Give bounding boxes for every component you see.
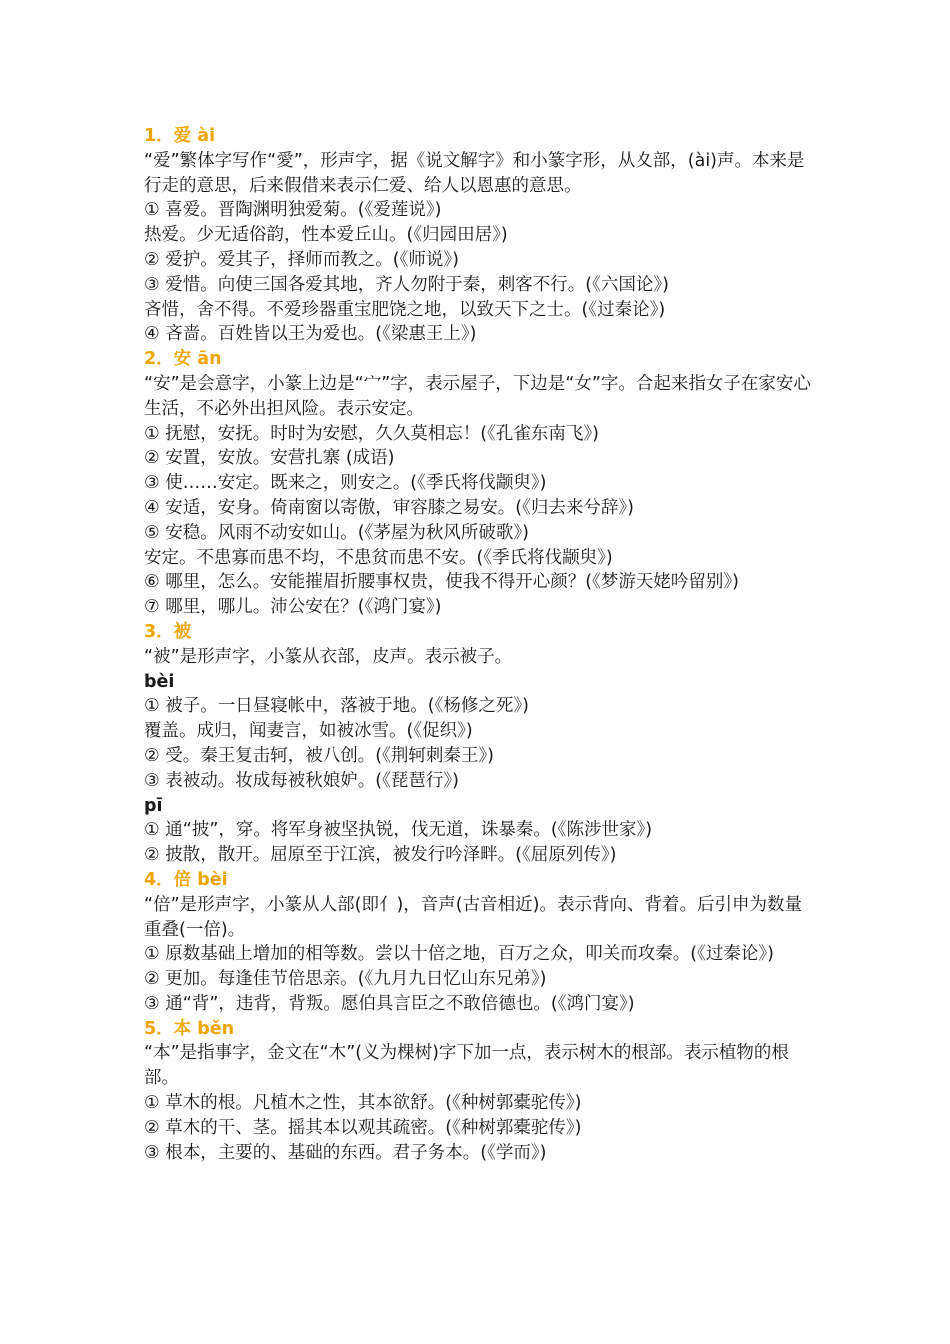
definition-line: ⑤ 安稳。风雨不动安如山。(《茅屋为秋风所破歌》) [144,522,529,543]
definition-line: ② 爱护。爱其子，择师而教之。(《师说》) [144,249,459,270]
document-body [144,124,814,1165]
definition-line: ② 受。秦王复击轲，被八创。(《荆轲刺秦王》) [144,745,494,766]
definition-line: ② 披散，散开。屈原至于江滨，被发行吟泽畔。(《屈原列传》) [144,845,617,866]
entry-ben [144,1017,814,1166]
definition-line: ② 草木的干、茎。摇其本以观其疏密。(《种树郭橐驼传》) [144,1117,582,1138]
entry-heading: 3．被 [144,621,192,642]
reading-pinyin: pī [144,795,163,816]
entry-description: “安”是会意字，小篆上边是“宀”字，表示屋子，下边是“女”字。合起来指女子在家安心生活，不必外出担风险。表示安定。 [144,373,811,419]
entry-an [144,347,814,620]
definition-line: 安定。不患寡而患不均，不患贫而患不安。(《季氏将伐颛臾》) [144,547,613,568]
definition-line: ① 抚慰，安抚。时时为安慰，久久莫相忘！(《孔雀东南飞》) [144,423,599,444]
definition-line: ⑥ 哪里，怎么。安能摧眉折腰事权贵，使我不得开心颜？(《梦游天姥吟留别》) [144,572,739,593]
reading-pinyin: bèi [144,671,175,692]
definition-line: ③ 表被动。妆成每被秋娘妒。(《琵琶行》) [144,770,459,791]
definition-line: ① 喜爱。晋陶渊明独爱菊。(《爱莲说》) [144,200,442,221]
definition-line: ① 通“披”，穿。将军身被坚执锐，伐无道，诛暴秦。(《陈涉世家》) [144,820,653,841]
definition-line: ④ 吝啬。百姓皆以王为爱也。(《梁惠王上》) [144,324,477,345]
definition-line: ① 草木的根。凡植木之性，其本欲舒。(《种树郭橐驼传》) [144,1093,582,1114]
definition-line: ② 更加。每逢佳节倍思亲。(《九月九日忆山东兄弟》) [144,969,547,990]
entry-description: “本”是指事字，金文在“木”(义为棵树)字下加一点，表示树木的根部。表示植物的根部。 [144,1043,789,1089]
entry-description: “倍”是形声字，小篆从人部(即亻)，音声(古音相近)。表示背向、背着。后引申为数量重叠(一倍)。 [144,894,802,940]
entry-description: “爱”繁体字写作“愛”，形声字，据《说文解字》和小篆字形，从夊部，(ài)声。本来是行走的意思，后来假借来表示仁爱、给人以恩惠的意思。 [144,150,805,196]
definition-line: ③ 通“背”，违背，背叛。愿伯具言臣之不敢倍德也。(《鸿门宴》) [144,993,635,1014]
definition-line: ③ 使……安定。既来之，则安之。(《季氏将伐颛臾》) [144,473,547,494]
entry-description: “被”是形声字，小篆从衣部，皮声。表示被子。 [144,646,513,667]
entry-heading: 4．倍 bèi [144,869,228,890]
definition-line: 热爱。少无适俗韵，性本爱丘山。(《归园田居》) [144,225,508,246]
definition-line: ③ 根本，主要的、基础的东西。君子务本。(《学而》) [144,1142,547,1163]
entry-heading: 1．爱 ài [144,126,216,146]
definition-line: 吝惜，舍不得。不爱珍器重宝肥饶之地，以致天下之士。(《过秦论》) [144,299,666,320]
definition-line: ① 被子。一日昼寝帐中，落被于地。(《杨修之死》) [144,696,529,717]
definition-line: ③ 爱惜。向使三国各爱其地，齐人勿附于秦，刺客不行。(《六国论》) [144,274,669,295]
definition-line: ④ 安适，安身。倚南窗以寄傲，审容膝之易安。(《归去来兮辞》) [144,497,634,518]
entry-heading: 2．安 ān [144,349,222,370]
definition-line: ① 原数基础上增加的相等数。尝以十倍之地，百万之众，叩关而攻秦。(《过秦论》) [144,944,774,965]
entry-heading: 5．本 běn [144,1018,235,1039]
definition-line: ⑦ 哪里，哪儿。沛公安在？(《鸿门宴》) [144,597,442,618]
entry-bei-double [144,868,814,1017]
entry-ai [144,124,814,347]
definition-line: 覆盖。成归，闻妻言，如被冰雪。(《促织》) [144,721,473,742]
definition-line: ② 安置，安放。安营扎寨 (成语) [144,448,395,469]
entry-bei-quilt [144,620,814,868]
